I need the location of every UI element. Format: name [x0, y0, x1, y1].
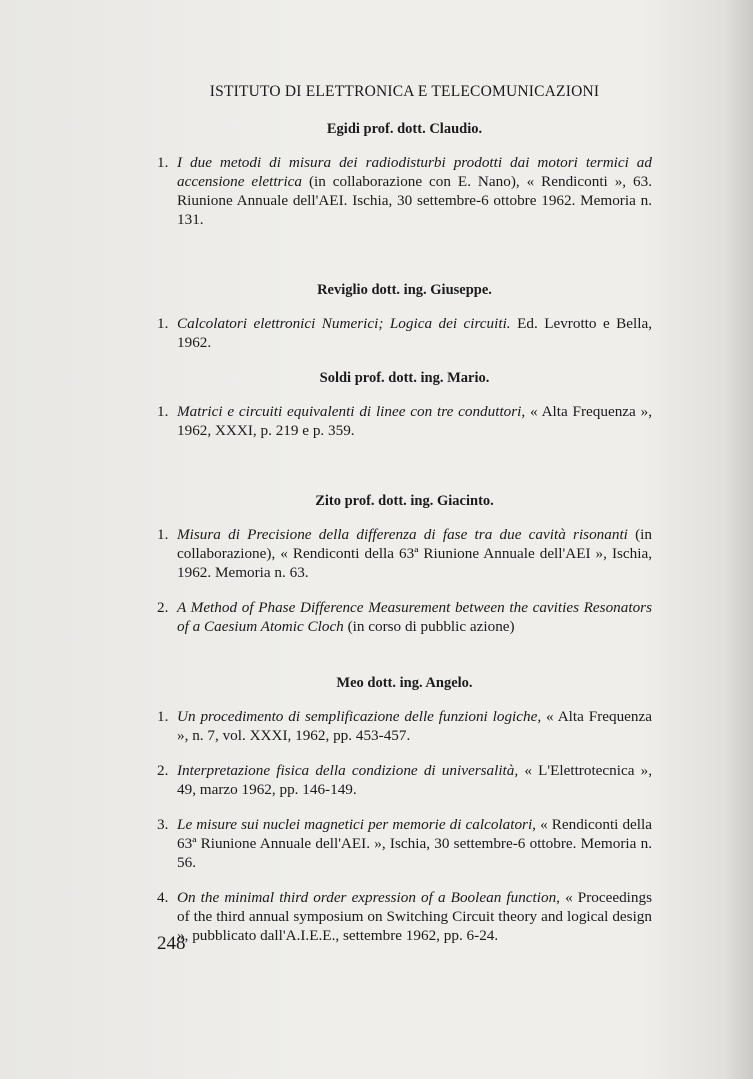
- publication-title: On the minimal third order expression of a Boolean function,: [177, 889, 560, 906]
- publication-item: [157, 815, 652, 872]
- publication-item: [157, 598, 652, 636]
- publication-item: [157, 888, 652, 945]
- publication-details: (in collaborazione), « Rendiconti della 63ª Riunione Annuale dell'AEI », Ischia, 1962. Memoria n. 63.: [177, 526, 652, 581]
- publication-details: « Alta Frequenza », 1962, XXXI, p. 219 e p. 359.: [177, 403, 652, 439]
- page-number: 248: [157, 933, 186, 954]
- publication-title: I due metodi di misura dei radiodisturbi prodotti dai motori termici ad accensione elettrica: [177, 154, 652, 190]
- publication-details: « Alta Frequenza », n. 7, vol. XXXI, 1962, pp. 453-457.: [177, 708, 653, 744]
- institute-heading: ISTITUTO DI ELETTRONICA E TELECOMUNICAZIONI: [209, 83, 600, 100]
- publication-title: Matrici e circuiti equivalenti di linee con tre conduttori,: [177, 403, 526, 420]
- item-number: 2.: [157, 762, 169, 779]
- publication-title: Interpretazione fisica della condizione di universalità,: [177, 762, 519, 779]
- item-number: 2.: [157, 599, 169, 616]
- item-number: 1.: [157, 403, 169, 420]
- publication-details: Ed. Levrotto e Bella, 1962.: [177, 315, 652, 351]
- publication-item: [157, 402, 652, 440]
- publication-item: [157, 761, 652, 799]
- publication-item: [157, 314, 652, 352]
- author-heading-reviglio: Reviglio dott. ing. Giuseppe.: [317, 282, 492, 298]
- author-heading-zito: Zito prof. dott. ing. Giacinto.: [315, 493, 494, 509]
- publication-title: Le misure sui nuclei magnetici per memorie di calcolatori,: [177, 816, 536, 833]
- author-heading-meo: Meo dott. ing. Angelo.: [336, 675, 473, 691]
- page-edge-shadow: [723, 0, 753, 1079]
- publication-title: A Method of Phase Difference Measurement between the cavities Resonators of a Caesium Atomic Cloch: [177, 599, 652, 635]
- item-number: 1.: [157, 315, 169, 332]
- publication-details: « L'Elettrotecnica », 49, marzo 1962, pp. 146-149.: [177, 762, 653, 798]
- publication-details: (in corso di pubblic azione): [343, 618, 515, 635]
- item-number: 1.: [157, 708, 169, 725]
- publication-item: [157, 525, 652, 582]
- item-number: 3.: [157, 816, 169, 833]
- publication-item: [157, 707, 652, 745]
- publication-title: Un procedimento di semplificazione delle funzioni logiche,: [177, 708, 542, 725]
- publication-details: « Proceedings of the third annual symposium on Switching Circuit theory and logical design », pubblicato dall'A.I.E.E., settembre 1962, pp. 6-24.: [177, 889, 652, 944]
- author-heading-egidi: Egidi prof. dott. Claudio.: [326, 121, 483, 137]
- document-body: [157, 82, 652, 945]
- publication-details: « Rendiconti della 63ª Riunione Annuale dell'AEI. », Ischia, 30 settembre-6 ottobre. Memoria n. 56.: [177, 816, 652, 871]
- item-number: 1.: [157, 526, 169, 543]
- publication-details: (in collaborazione con E. Nano), « Rendiconti », 63. Riunione Annuale dell'AEI. Ischia, 30 settembre-6 ottobre 1962. Memoria n. 131.: [177, 173, 652, 228]
- author-heading-soldi: Soldi prof. dott. ing. Mario.: [319, 370, 490, 386]
- publication-title: Misura di Precisione della differenza di fase tra due cavità risonanti: [177, 526, 628, 543]
- item-number: 1.: [157, 154, 169, 171]
- publication-item: [157, 153, 652, 229]
- item-number: 4.: [157, 889, 169, 906]
- publication-title: Calcolatori elettronici Numerici; Logica dei circuiti.: [177, 315, 511, 332]
